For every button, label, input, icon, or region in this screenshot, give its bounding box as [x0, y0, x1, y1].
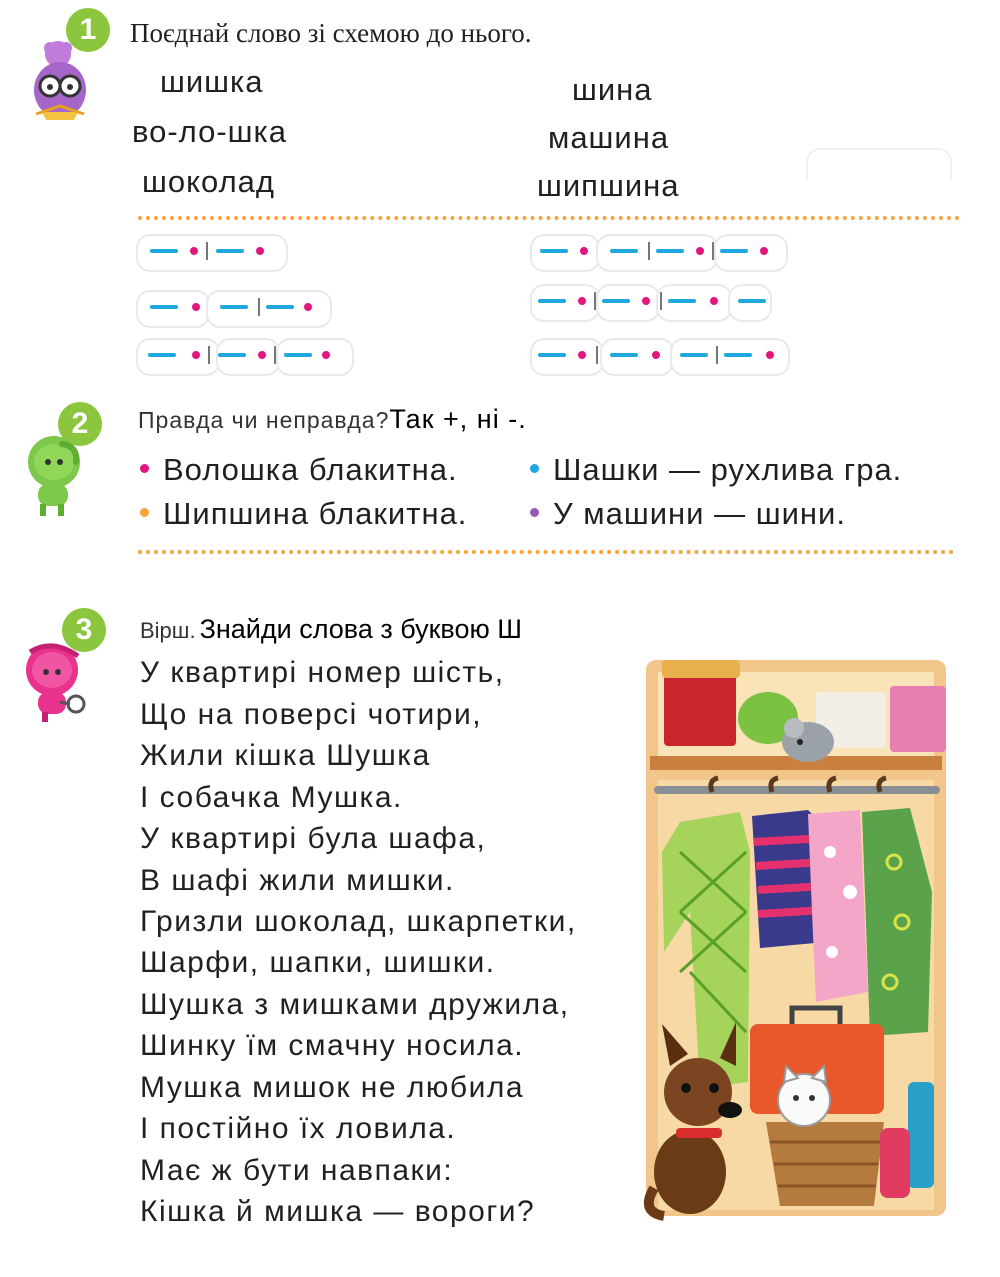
poem-line: Шарфи, шапки, шишки.	[140, 946, 496, 979]
bullet-blue	[530, 464, 539, 473]
divider-2	[138, 550, 954, 554]
right-word-3: шипшина	[537, 168, 680, 203]
bullet-purple	[530, 508, 539, 517]
task2-question: Правда чи неправда?	[138, 407, 390, 433]
schema-right-2[interactable]	[530, 284, 770, 318]
task2-answer-hint: Так +, ні -.	[389, 404, 527, 434]
schema-left-3[interactable]	[136, 338, 352, 372]
poem-line: Кішка й мишка — вороги?	[140, 1195, 536, 1228]
poem-line: Має ж бути навпаки:	[140, 1154, 454, 1187]
statement-1	[140, 452, 458, 488]
statement-2-text: Шашки — рухлива гра.	[553, 452, 903, 487]
task1-number: 1	[79, 13, 97, 46]
statement-1-text: Волошка блакитна.	[163, 452, 458, 487]
poem-line: Жили кішка Шушка	[140, 739, 431, 772]
task3-number: 3	[75, 613, 93, 646]
task3-instruction: Знайди слова з буквою Ш	[199, 614, 522, 644]
schema-right-1[interactable]	[530, 234, 786, 268]
left-word-3: шоколад	[142, 164, 275, 199]
schema-left-2[interactable]	[136, 290, 332, 324]
poem-line: І собачка Мушка.	[140, 781, 403, 814]
divider-1	[138, 216, 960, 220]
statement-3	[140, 496, 467, 532]
left-word-2: во-ло-шка	[132, 114, 288, 149]
pink-detective-icon	[20, 640, 90, 724]
green-thinker-icon	[20, 432, 84, 518]
poem-line: Шушка з мишками дружила,	[140, 988, 570, 1021]
poem-line: У квартирі була шафа,	[140, 822, 487, 855]
bullet-orange	[140, 508, 149, 517]
schema-right-3[interactable]	[530, 338, 788, 372]
poem-line: І постійно їх ловила.	[140, 1112, 457, 1145]
statement-2	[530, 452, 902, 488]
bullet-pink	[140, 464, 149, 473]
poem-line: В шафі жили мишки.	[140, 864, 455, 897]
poem-line: Що на поверсі чотири,	[140, 698, 483, 731]
right-word-2: машина	[548, 120, 670, 155]
task1-instruction: Поєднай слово зі схемою до нього.	[130, 18, 532, 48]
poem-line: Мушка мишок не любила	[140, 1071, 525, 1104]
statement-3-text: Шипшина блакитна.	[163, 496, 468, 531]
right-word-1: шина	[572, 72, 653, 107]
poem-line: Шинку їм смачну носила.	[140, 1029, 525, 1062]
owl-reading-icon	[28, 40, 92, 124]
statement-4	[530, 496, 846, 532]
task2-number: 2	[71, 407, 89, 440]
schema-left-1[interactable]	[136, 234, 288, 268]
wardrobe-illustration	[640, 652, 952, 1224]
statement-4-text: У машини — шини.	[553, 496, 846, 531]
task3-header	[140, 614, 522, 645]
task2-header	[138, 404, 527, 435]
poem-line: У квартирі номер шість,	[140, 656, 505, 689]
task3-label: Вірш.	[140, 618, 196, 643]
left-word-1: шишка	[160, 64, 264, 99]
faint-box	[806, 148, 952, 180]
poem-line: Гризли шоколад, шкарпетки,	[140, 905, 577, 938]
